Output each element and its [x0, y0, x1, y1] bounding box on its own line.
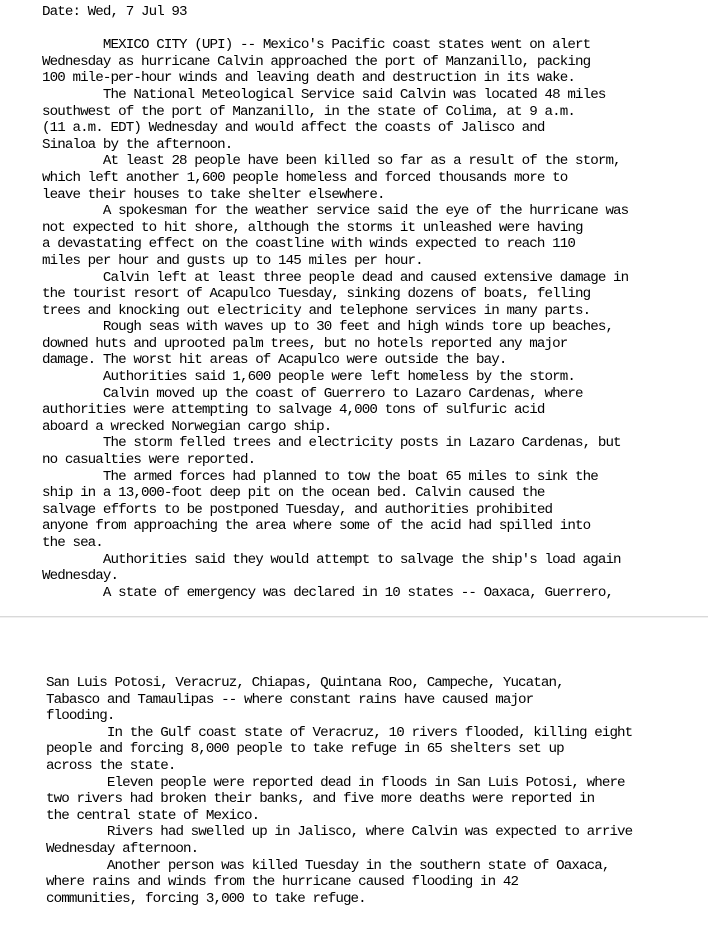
page-break-divider-shadow: [0, 617, 708, 618]
text-line: Authorities said they would attempt to salvage the ship's load again: [102, 551, 621, 568]
text-line: At least 28 people have been killed so far as a result of the storm,: [102, 153, 621, 170]
text-line: trees and knocking out electricity and telephone services in many parts.: [42, 302, 591, 319]
article-upper-section: [42, 4, 628, 601]
text-line: A spokesman for the weather service said the eye of the hurricane was: [102, 203, 629, 220]
text-line: across the state.: [46, 757, 176, 774]
text-line: downed huts and uprooted palm trees, but no hotels reported any major: [42, 335, 568, 352]
text-line: The armed forces had planned to tow the boat 65 miles to sink the: [102, 468, 598, 485]
text-line: the central state of Mexico.: [46, 807, 260, 824]
text-line: two rivers had broken their banks, and five more deaths were reported in: [46, 791, 595, 808]
text-line: Rough seas with waves up to 30 feet and high winds tore up beaches,: [102, 319, 614, 336]
text-line: southwest of the port of Manzanillo, in the state of Colima, at 9 a.m.: [42, 103, 575, 120]
text-line: [42, 21, 628, 38]
text-line: Sinaloa by the afternoon.: [42, 136, 233, 153]
text-line: MEXICO CITY (UPI) -- Mexico's Pacific coast states went on alert: [102, 37, 591, 54]
text-line: Wednesday afternoon.: [46, 840, 199, 857]
text-line: anyone from approaching the area where some of the acid had spilled into: [42, 518, 591, 535]
text-line: no casualties were reported.: [42, 452, 256, 469]
text-line: In the Gulf coast state of Veracruz, 10 rivers flooded, killing eight: [106, 724, 633, 741]
text-line: which left another 1,600 people homeless and forced thousands more to: [42, 169, 568, 186]
text-line: San Luis Potosi, Veracruz, Chiapas, Quintana Roo, Campeche, Yucatan,: [46, 675, 564, 691]
text-line: Authorities said 1,600 people were left homeless by the storm.: [102, 369, 575, 386]
text-line: 100 mile-per-hour winds and leaving death and destruction in its wake.: [42, 70, 575, 87]
text-line: aboard a wrecked Norwegian cargo ship.: [42, 418, 332, 435]
text-line: Wednesday.: [42, 568, 119, 585]
text-line: A state of emergency was declared in 10 states -- Oaxaca, Guerrero,: [102, 584, 614, 601]
text-line: flooding.: [46, 708, 115, 725]
text-line: where rains and winds from the hurricane caused flooding in 42: [46, 874, 519, 891]
text-line: The storm felled trees and electricity posts in Lazaro Cardenas, but: [102, 435, 621, 452]
text-line: communities, forcing 3,000 to take refuge.: [46, 890, 366, 907]
text-line: salvage efforts to be postponed Tuesday, and authorities prohibited: [42, 501, 553, 518]
text-line: a devastating effect on the coastline with winds expected to reach 110: [42, 236, 575, 253]
text-line: Rivers had swelled up in Jalisco, where Calvin was expected to arrive: [106, 824, 633, 841]
text-line: miles per hour and gusts up to 145 miles per hour.: [42, 252, 423, 269]
text-line: Calvin left at least three people dead and caused extensive damage in: [102, 269, 629, 286]
text-line: Another person was killed Tuesday in the southern state of Oaxaca,: [106, 857, 610, 874]
text-line: the sea.: [42, 535, 103, 551]
text-line: leave their houses to take shelter elsewhere.: [42, 186, 385, 203]
text-line: The National Meteological Service said Calvin was located 48 miles: [102, 86, 606, 103]
text-line: Tabasco and Tamaulipas -- where constant rains have caused major: [46, 691, 534, 708]
text-line: Eleven people were reported dead in floods in San Luis Potosi, where: [106, 774, 625, 791]
text-line: people and forcing 8,000 people to take refuge in 65 shelters set up: [46, 741, 564, 758]
text-line: (11 a.m. EDT) Wednesday and would affect the coasts of Jalisco and: [42, 120, 545, 137]
text-line: Wednesday as hurricane Calvin approached the port of Manzanillo, packing: [42, 53, 591, 70]
text-line: not expected to hit shore, although the storms it unleashed were having: [42, 219, 583, 236]
text-line: Calvin moved up the coast of Guerrero to Lazaro Cardenas, where: [102, 385, 583, 402]
text-line: damage. The worst hit areas of Acapulco were outside the bay.: [42, 352, 507, 369]
text-line: the tourist resort of Acapulco Tuesday, sinking dozens of boats, felling: [42, 286, 591, 303]
text-line: authorities were attempting to salvage 4,000 tons of sulfuric acid: [42, 402, 545, 419]
text-line: ship in a 13,000-foot deep pit on the ocean bed. Calvin caused the: [42, 485, 545, 502]
article-lower-section: [46, 675, 632, 907]
dateline: Date: Wed, 7 Jul 93: [42, 4, 187, 20]
